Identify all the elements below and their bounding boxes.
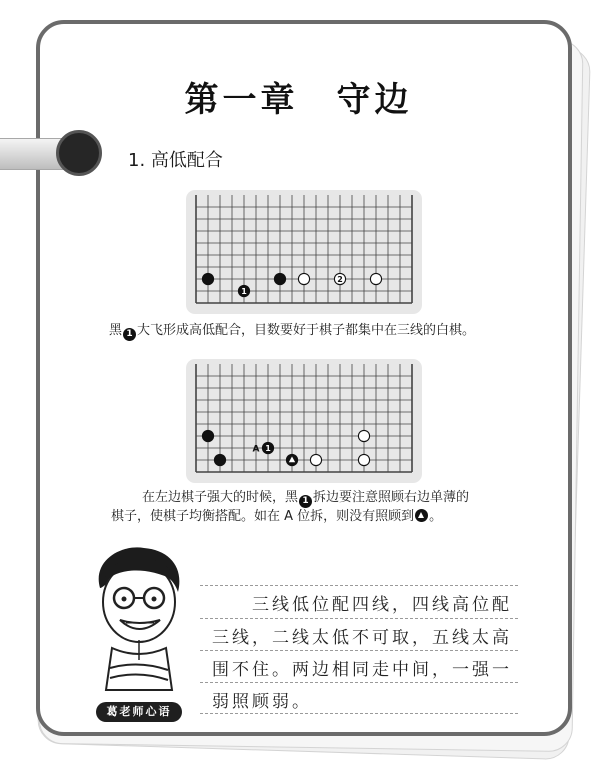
- triangle-stone-icon: [415, 509, 428, 522]
- stone-number: 1: [241, 287, 247, 296]
- go-board-grid-2: [191, 364, 417, 478]
- tip-rule: [200, 713, 518, 714]
- caption-2-text-b: 拆边要注意照顾右边单薄的: [313, 490, 470, 505]
- black-stone-1-icon: 1: [299, 495, 312, 508]
- white-stone: [298, 273, 309, 284]
- caption-2-text-d: 。: [429, 509, 443, 524]
- go-board-diagram-2: [186, 359, 422, 483]
- tip-text-line: 弱照顾弱。: [212, 692, 312, 712]
- tip-text-line: 三线，二线太低不可取，五线太高: [212, 628, 512, 648]
- tip-rule: [200, 650, 518, 651]
- caption-2-text-c: 棋子，使棋子均衡搭配。如在 A 位拆，则没有照顾到: [111, 509, 415, 524]
- tip-text-line: 三线低位配四线，四线高位配: [212, 595, 512, 615]
- black-stone: [274, 273, 285, 284]
- chapter-title: 第一章 守边: [184, 80, 413, 120]
- black-stone: [202, 430, 213, 441]
- caption-1-text-b: 大飞形成高低配合，目数要好于棋子都集中在三线的白棋。: [137, 323, 476, 338]
- caption-1-text-a: 黑: [109, 323, 123, 338]
- tip-rule: [200, 682, 518, 683]
- white-stone: [358, 430, 369, 441]
- go-board-grid-1: [191, 195, 417, 309]
- tip-rule: [200, 585, 518, 586]
- tip-text-line: 围不住。两边相同走中间，一强一: [212, 660, 512, 680]
- diagram-1-caption: [109, 321, 475, 341]
- position-marker-a: A: [252, 444, 260, 455]
- binder-ring-icon: [0, 130, 100, 178]
- teacher-caricature-icon: [82, 540, 194, 708]
- white-stone: [370, 273, 381, 284]
- stone-number: 2: [337, 275, 343, 284]
- diagram-2-caption-line-2: [111, 507, 442, 526]
- caption-2-text-a: 在左边棋子强大的时候，黑: [142, 490, 299, 505]
- tip-rule: [200, 618, 518, 619]
- teacher-note-badge: 葛老师心语: [96, 702, 182, 722]
- go-board-diagram-1: [186, 190, 422, 314]
- black-stone-1-icon: 1: [123, 328, 136, 341]
- stone-number: 1: [265, 444, 271, 453]
- white-stone: [310, 454, 321, 465]
- black-stone: [202, 273, 213, 284]
- white-stone: [358, 454, 369, 465]
- black-stone: [214, 454, 225, 465]
- section-title: 1. 高低配合: [128, 150, 223, 171]
- diagram-2-caption-line-1: [142, 488, 469, 508]
